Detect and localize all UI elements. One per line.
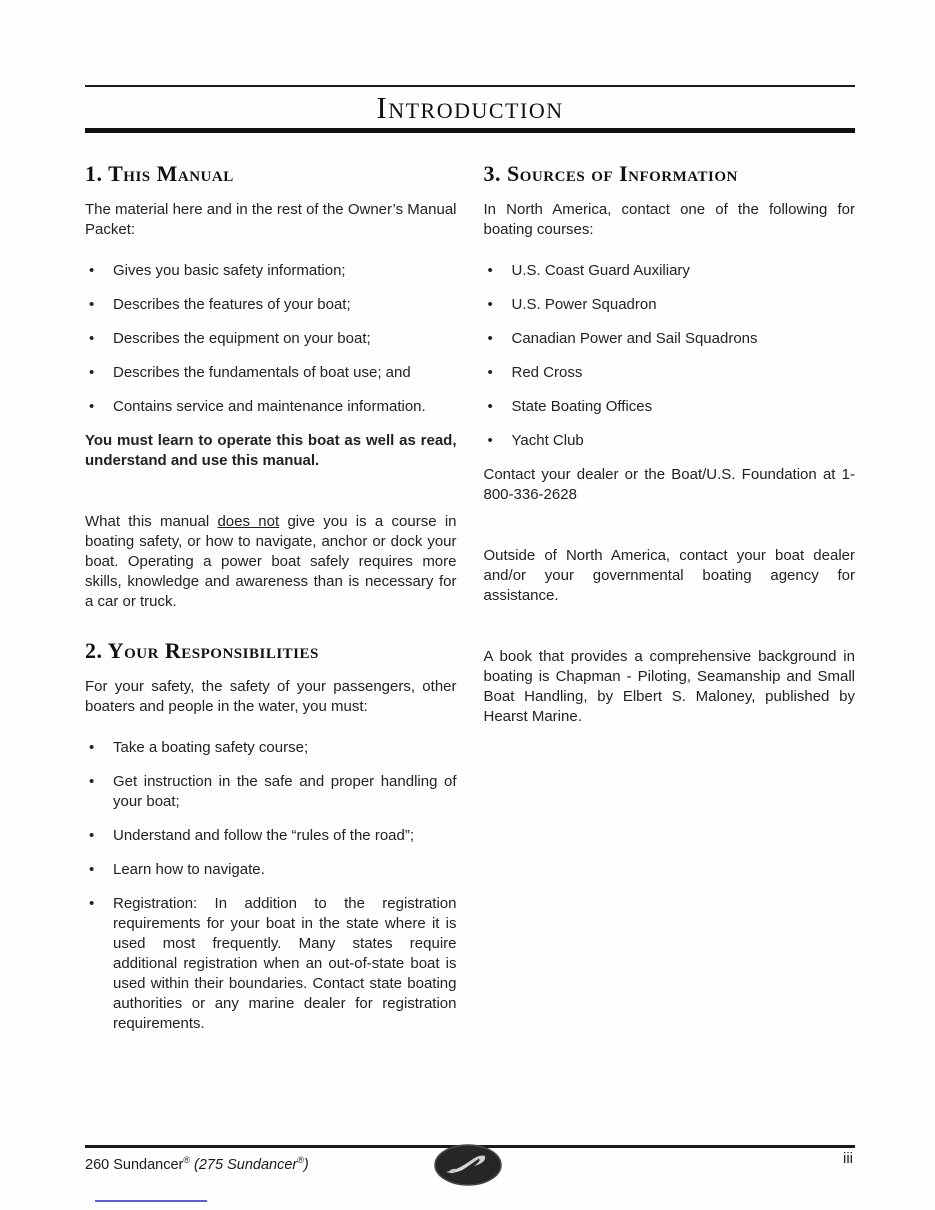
section-1-intro: The material here and in the rest of the Owner’s Manual Packet: [85,201,457,238]
two-column-body [85,161,855,1048]
paragraph-text: What this manual [85,513,218,530]
underlined-phrase: does not [217,513,280,530]
list-item: • Describes the fundamentals of boat use; and [85,363,457,383]
list-item: • State Boating Offices [484,397,856,417]
list-item: • Registration: In addition to the registration requirements for your boat in the state where it is used most frequently. Many states require additional registration when an out-of-state boat is used within their boundaries. Contact state boating authorities or any marine dealer for registration requirements. [85,894,457,1034]
link-underline-artifact [95,1200,207,1202]
title-rule-bottom [85,128,855,133]
page-title: Introduction [376,90,564,125]
registered-trademark-symbol: ® [183,1155,190,1165]
model-name: 260 Sundancer [85,1156,184,1173]
section-3-heading: 3. Sources of Information [483,161,738,186]
list-item: • U.S. Coast Guard Auxiliary [484,261,856,281]
section-3-intro: In North America, contact one of the following for boating courses: [483,201,855,238]
list-item: • Gives you basic safety information; [85,261,457,281]
list-item: • Describes the features of your boat; [85,295,457,315]
list-item: • Contains service and maintenance information. [85,397,457,417]
list-item: • Understand and follow the “rules of the road”; [85,826,457,846]
section-1-paragraph [85,512,457,612]
right-column [484,161,856,1048]
list-item: • Learn how to navigate. [85,860,457,880]
model-alt-close: ) [303,1156,309,1173]
left-column [85,161,457,1048]
section-2-bullet-list [85,738,457,1034]
section-3-bullet-list [484,261,856,451]
registered-trademark-symbol: ® [297,1155,304,1165]
list-item: • Yacht Club [484,431,856,451]
section-2-heading: 2. Your Responsibilities [85,638,319,663]
list-item: • Red Cross [484,363,856,383]
list-item: • Describes the equipment on your boat; [85,329,457,349]
page-header [85,85,855,133]
list-item: • Canadian Power and Sail Squadrons [484,329,856,349]
list-item: • Get instruction in the safe and proper handling of your boat; [85,772,457,812]
list-item: • Take a boating safety course; [85,738,457,758]
outside-north-america-paragraph: Outside of North America, contact your boat dealer and/or your governmental boating agency for assistance. [483,547,855,604]
footer-model-text [85,1155,309,1173]
section-2-intro: For your safety, the safety of your passengers, other boaters and people in the water, you must: [85,678,457,715]
page-number: iii [843,1150,853,1167]
sea-ray-logo [433,1143,503,1187]
paragraph-text: give you is a course in boating safety, or how to navigate, anchor or dock your boat. Operating a power boat safely requires more skills, knowledge and awareness than is necessary for a car or truck. [85,513,457,610]
book-reference-paragraph: A book that provides a comprehensive background in boating is Chapman - Piloting, Seamanship and Small Boat Handling, by Elbert S. Maloney, published by Hearst Marine. [483,648,855,725]
section-1-heading: 1. This Manual [85,161,234,186]
section-1-bullet-list [85,261,457,417]
model-alt-name: (275 Sundancer [190,1156,298,1173]
foundation-contact-paragraph: Contact your dealer or the Boat/U.S. Foundation at 1-800-336-2628 [483,466,855,503]
section-1-bold-statement: You must learn to operate this boat as well as read, understand and use this manual. [85,432,457,469]
sea-ray-logo-icon [433,1143,503,1187]
list-item: • U.S. Power Squadron [484,295,856,315]
